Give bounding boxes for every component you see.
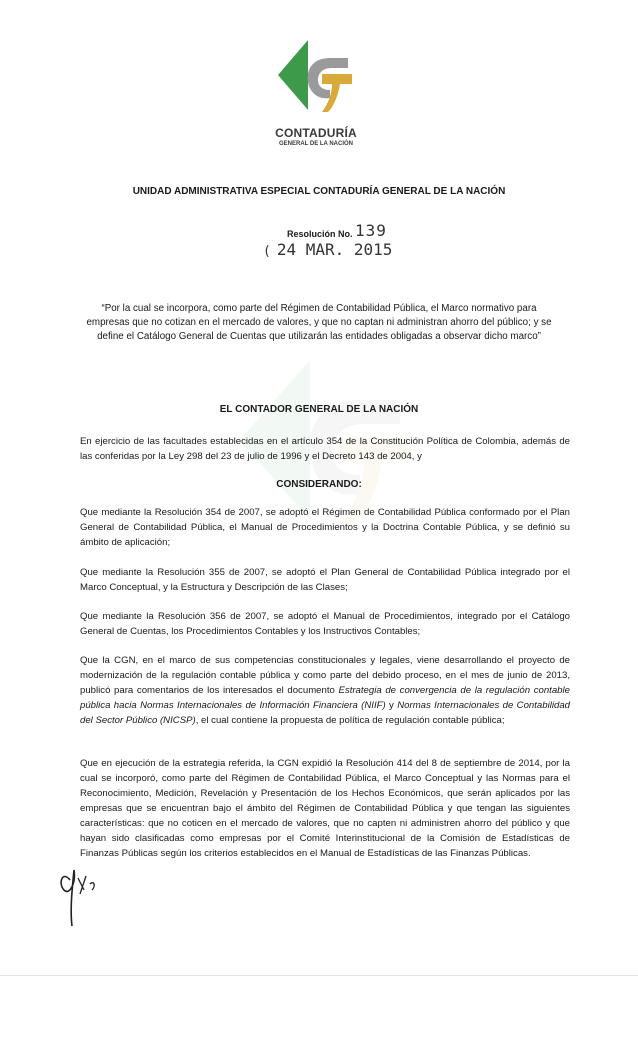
p4-text-b: y [385, 700, 398, 711]
logo-subtitle: GENERAL DE LA NACIÓN [278, 141, 353, 147]
resolution-number: 139 [355, 221, 387, 240]
contaduria-logo [266, 40, 366, 152]
considerando-paragraph-4 [80, 653, 570, 728]
considerando-paragraph-5: Que en ejecución de la estrategia referida, la CGN expidió la Resolución 414 del 8 de septiembre de 2014, por la cual se incorporó, como parte del Régimen de Contabilidad Pública, el Marco Conceptual y las Normas para el Reconocimiento, Medición, Revelación y Presentación de los Hechos Económicos, que serán aplicados por las empresas que se encuentran bajo el ámbito del Régimen de Contabilidad Pública y que tengan las siguientes características: que no coticen en el mercado de valores, que no capten ni administren ahorro del público y que hayan sido clasificadas como empresas por el Comité Interinstitucional de la Comisión de Estadísticas de Finanzas Públicas según los criterios establecidos en el Manual de Estadísticas de las Finanzas Públicas. [80, 758, 570, 859]
resolution-date: 24 MAR. 2015 [276, 240, 393, 259]
contaduria-emblem-icon [278, 40, 354, 124]
resolution-label: Resolución No. [287, 229, 353, 239]
intro-paragraph: En ejercicio de las facultades establecidas en el artículo 354 de la Constitución Política de Colombia, además de las conferidas por la Ley 298 del 23 de julio de 1996 y el Decreto 143 de 2004, y [80, 436, 570, 462]
p4-text-a: Que la CGN, en el marco de sus competencias constitucionales y legales, viene desarrollando el proyecto de modernización de la regulación contable pública y como parte del debido proceso, en el mes de junio de 2013, publicó para comentarios de los interesados el documento [80, 655, 570, 696]
date-open-paren: ( [263, 244, 271, 259]
considerando-paragraph-2: Que mediante la Resolución 355 de 2007, se adoptó el Plan General de Contabilidad Pública integrado por el Marco Conceptual, y la Estructura y Descripción de las Clases; [80, 567, 570, 593]
p4-document-title: Estrategia de convergencia de la regulación contable pública hacia Normas Internacionales de Información Financiera (NIIF) [80, 685, 570, 711]
page-edge [0, 975, 638, 976]
considerando-paragraph-1: Que mediante la Resolución 354 de 2007, se adoptó el Régimen de Contabilidad Pública conformado por el Plan General de Contabilidad Pública, el Manual de Procedimientos y la Doctrina Contable Pública, y se definió su ámbito de aplicación; [80, 507, 570, 548]
considerando-paragraph-3: Que mediante la Resolución 356 de 2007, se adoptó el Manual de Procedimientos, integrado por el Catálogo General de Cuentas, los Procedimientos Contables y los Instructivos Contables; [80, 611, 570, 637]
resolution-date-stamp [263, 240, 392, 259]
resolution-subject-quote: “Por la cual se incorpora, como parte del Régimen de Contabilidad Pública, el Marco normativo para empresas que no cotizan en el mercado de valores, y que no captan ni administran ahorro del público; y se define el Catálogo General de Cuentas que utilizarán las entidades obligadas a observar dicho marco” [86, 303, 552, 342]
handwritten-signature-icon [56, 860, 116, 930]
p4-text-c: , el cual contiene la propuesta de política de regulación contable pública; [195, 715, 505, 726]
entity-title: UNIDAD ADMINISTRATIVA ESPECIAL CONTADURÍA GENERAL DE LA NACIÓN [132, 186, 506, 197]
considerando-heading: CONSIDERANDO: [276, 479, 362, 490]
p4-nicsp-title: Normas Internacionales de Contabilidad del Sector Público (NICSP) [80, 700, 571, 726]
logo-name: CONTADURÍA [275, 126, 357, 140]
issuer-title: EL CONTADOR GENERAL DE LA NACIÓN [219, 404, 419, 415]
